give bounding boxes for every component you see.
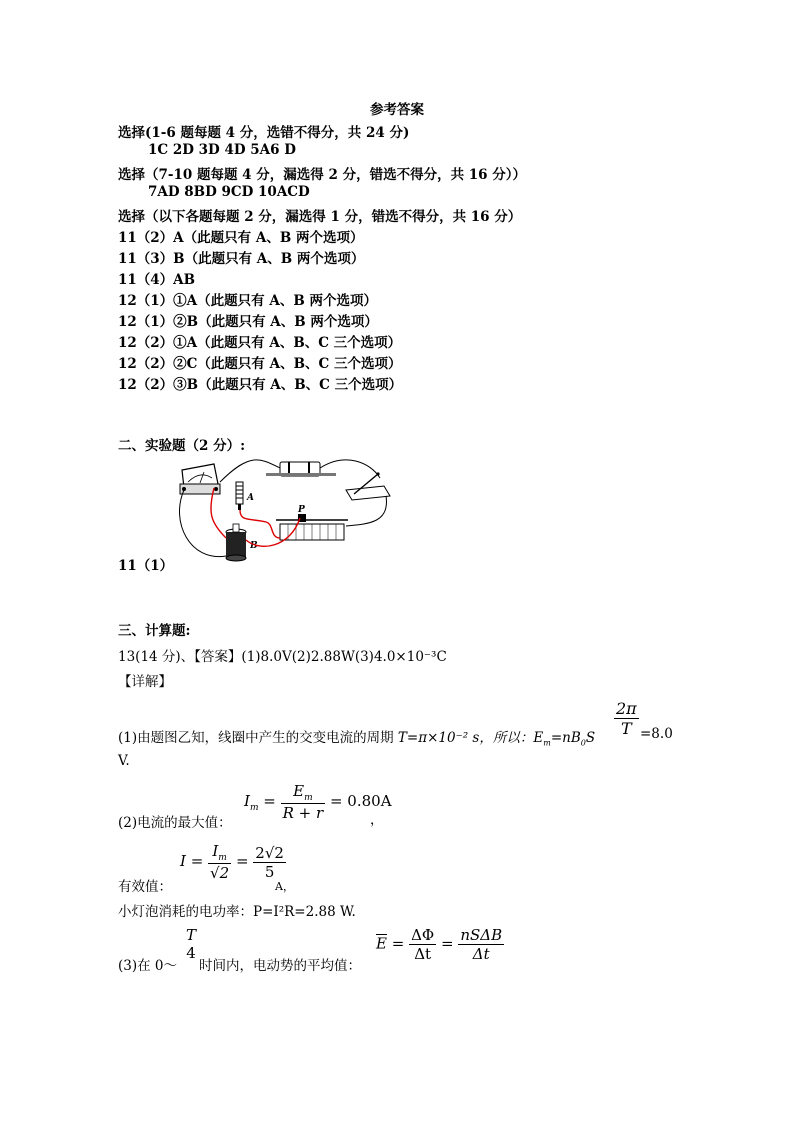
line-answer-12-2c: 12（2）③B（此题只有 A、B、C 三个选项）: [118, 377, 403, 393]
calc-line-5: (3)在 0～: [118, 958, 178, 974]
formula-im: $I_m$ = $\frac{E_m}{R + r}$ = 0.80A: [244, 782, 392, 822]
line-answer-11-3: 11（3）B（此题只有 A、B 两个选项）: [118, 251, 365, 267]
line-answer-12-1b: 12（1）②B（此题只有 A、B 两个选项）: [118, 314, 378, 330]
calc-line-1-unit: V.: [118, 753, 130, 769]
line-answers-2: 7AD 8BD 9CD 10ACD: [148, 184, 310, 200]
line-answer-11-2: 11（2）A（此题只有 A、B 两个选项）: [118, 230, 364, 246]
comma: ，: [370, 812, 384, 828]
label-p: P: [298, 505, 305, 515]
calc-line-5-mid: 时间内，电动势的平均值：: [199, 958, 361, 974]
line-answer-12-2a: 12（2）①A（此题只有 A、B、C 三个选项）: [118, 335, 402, 351]
switch-icon: [346, 472, 390, 500]
calc-line-1: (1)由题图乙知，线圈中产生的交变电流的周期 T=π×10⁻² s，所以：$E_m=nB_0S$: [118, 730, 596, 748]
line-choice-1: 选择(1-6 题每题 4 分，选错不得分，共 24 分): [118, 125, 410, 141]
page-title: 参考答案: [370, 102, 424, 118]
circuit-diagram: [170, 452, 410, 568]
detail-label: 【详解】: [118, 674, 172, 690]
section2-heading: 二、实验题（2 分）:: [118, 438, 246, 454]
formula-e-avg: $\overline{E}$ = $\frac{\Delta\Phi}{\Delta t}$ = $\frac{\text{nSΔB}}{\Delta t}$: [376, 926, 503, 963]
unit-a: A，: [275, 880, 294, 893]
calc-line-1-end: =8.0: [640, 726, 673, 742]
calc-line-4: 小灯泡消耗的电功率：P=I²R=2.88 W.: [118, 904, 356, 920]
line-answer-12-1a: 12（1）①A（此题只有 A、B 两个选项）: [118, 293, 377, 309]
answer-13: 13(14 分)、【答案】(1)8.0V(2)2.88W(3)4.0×10⁻³C: [118, 649, 447, 665]
line-choice-3: 选择（以下各题每题 2 分，漏选得 1 分，错选不得分，共 16 分）: [118, 209, 522, 225]
calc-line-3: 有效值：: [118, 879, 172, 895]
fraction-2pi-over-t: $\frac{2\pi}{T}$: [616, 699, 637, 738]
fraction-t-over-4: T 4: [186, 926, 197, 962]
line-choice-2: 选择（7-10 题每题 4 分，漏选得 2 分，错选不得分，共 16 分））: [118, 167, 527, 183]
line-answer-12-2b: 12（2）②C（此题只有 A、B、C 三个选项）: [118, 356, 402, 372]
coil-b-icon: [226, 524, 246, 561]
battery-icon: [266, 462, 336, 476]
line-answers-1: 1C 2D 3D 4D 5A6 D: [148, 142, 296, 158]
calc-line-2: (2)电流的最大值：: [118, 815, 232, 831]
line-answer-11-4: 11（4）AB: [118, 272, 196, 288]
section2-label: 11（1）: [118, 558, 174, 574]
section3-heading: 三、计算题:: [118, 623, 191, 639]
label-b: B: [250, 541, 258, 551]
coil-a-icon: [236, 482, 243, 510]
formula-i-eff: I = $\frac{I_m}{√2}$ = $\frac{2√2}{5}$: [180, 842, 284, 882]
rheostat-icon: [276, 514, 348, 540]
label-a: A: [247, 493, 254, 503]
